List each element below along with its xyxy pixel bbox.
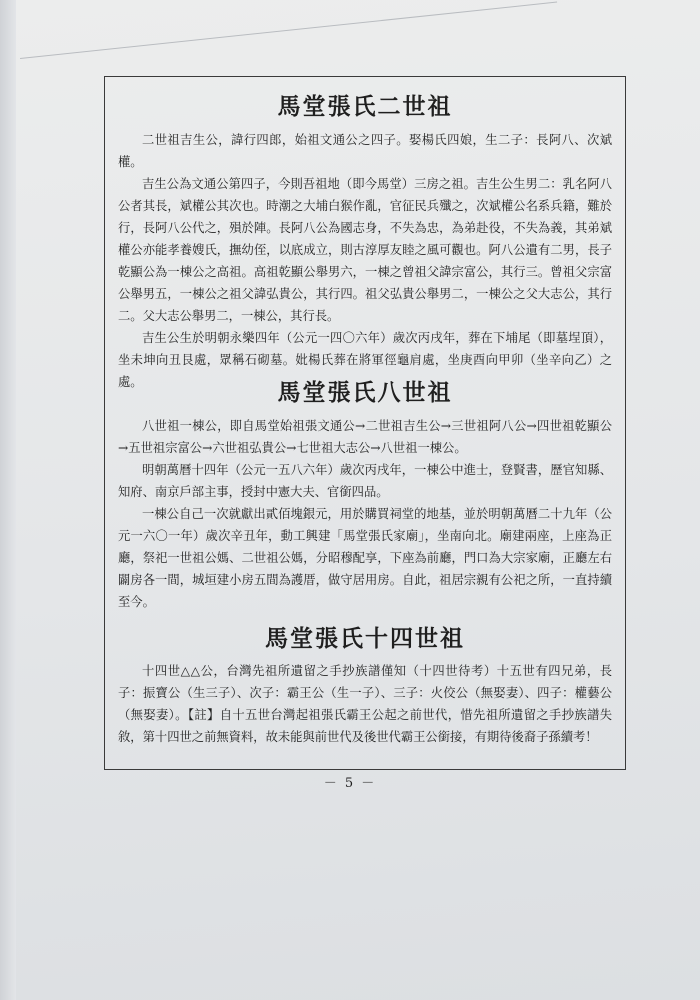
paragraph: 吉生公為文通公第四子，今則吾祖地（即今馬堂）三房之祖。吉生公生男二：乳名阿八公者其長，斌權公其次也。時潮之大埔白猴作亂，官征民兵殲之，次斌權公名系兵籍，難於行，長阿八公代之，殞於陣。長阿八公為國志身，不失為忠，為弟赴役，不失為義，其弟斌權公亦能孝養嫂氏，撫幼侄，以底成立，則古淳厚友睦之風可觀也。阿八公遺有二男，長子乾顯公為一棟公之高祖。高祖乾顯公舉男六，一棟之曾祖父諱宗富公，其行三。曾祖父宗富公舉男五，一棟公之祖父諱弘貴公，其行四。祖父弘貴公舉男二，一棟公之父大志公，其行二。父大志公舉男二，一棟公，其行長。 xyxy=(118,177,612,323)
page-fold-shadow xyxy=(0,0,16,1000)
section-eighth-generation xyxy=(118,374,612,407)
section-second-generation-body xyxy=(118,129,612,393)
section-second-generation xyxy=(118,88,612,121)
paragraph: 吉生公生於明朝永樂四年（公元一四〇六年）歲次丙戌年，葬在下埔尾（即墓埕頂），坐未坤向丑艮處，眾稱石砌墓。妣楊氏葬在將軍徑龜肩處，坐庚酉向甲卯（坐辛向乙）之處。 xyxy=(118,331,612,389)
section-fourteenth-generation xyxy=(118,620,612,653)
page-number: － 5 － xyxy=(323,776,377,791)
paragraph: 明朝萬曆十四年（公元一五八六年）歲次丙戌年，一棟公中進士，登賢書，歷官知縣、知府、南京戶部主事，授封中憲大夫、官銜四品。 xyxy=(118,463,612,499)
paragraph: 八世祖一棟公，即自馬堂始祖張文通公→二世祖吉生公→三世祖阿八公→四世祖乾顯公→五世祖宗富公→六世祖弘貴公→七世祖大志公→八世祖一棟公。 xyxy=(118,419,612,455)
paragraph: 二世祖吉生公，諱行四郎，始祖文通公之四子。娶楊氏四娘，生二子：長阿八、次斌權。 xyxy=(118,133,612,169)
section-title: 馬堂張氏二世祖 xyxy=(277,93,453,120)
section-eighth-generation-body xyxy=(118,415,612,613)
section-title: 馬堂張氏十四世祖 xyxy=(265,625,465,652)
section-fourteenth-generation-body xyxy=(118,660,612,748)
section-title: 馬堂張氏八世祖 xyxy=(277,379,453,406)
paragraph: 一棟公自己一次就獻出貳佰塊銀元，用於購買祠堂的地基，並於明朝萬曆二十九年（公元一六〇一年）歲次辛丑年，動工興建「馬堂張氏家廟」，坐南向北。廟建兩座，上座為正廳，祭祀一世祖公媽、二世祖公媽，分昭穆配享，下座為前廳，門口為大宗家廟，正廳左右闢房各一間，城垣建小房五間為護厝，做守居用房。自此，祖居宗親有公祀之所，一直持續至今。 xyxy=(118,507,612,609)
paragraph: 十四世△△公，台灣先祖所遺留之手抄族譜僅知（十四世待考）十五世有四兄弟，長子：振寶公（生三子）、次子：霸王公（生一子）、三子：火佼公（無娶妻）、四子：權藝公（無娶妻）。【註】自十五世台灣起祖張氏霸王公起之前世代，惜先祖所遺留之手抄族譜失敘，第十四世之前無資料，故未能與前世代及後世代霸王公銜接，有期待後裔子孫續考！ xyxy=(118,664,612,744)
